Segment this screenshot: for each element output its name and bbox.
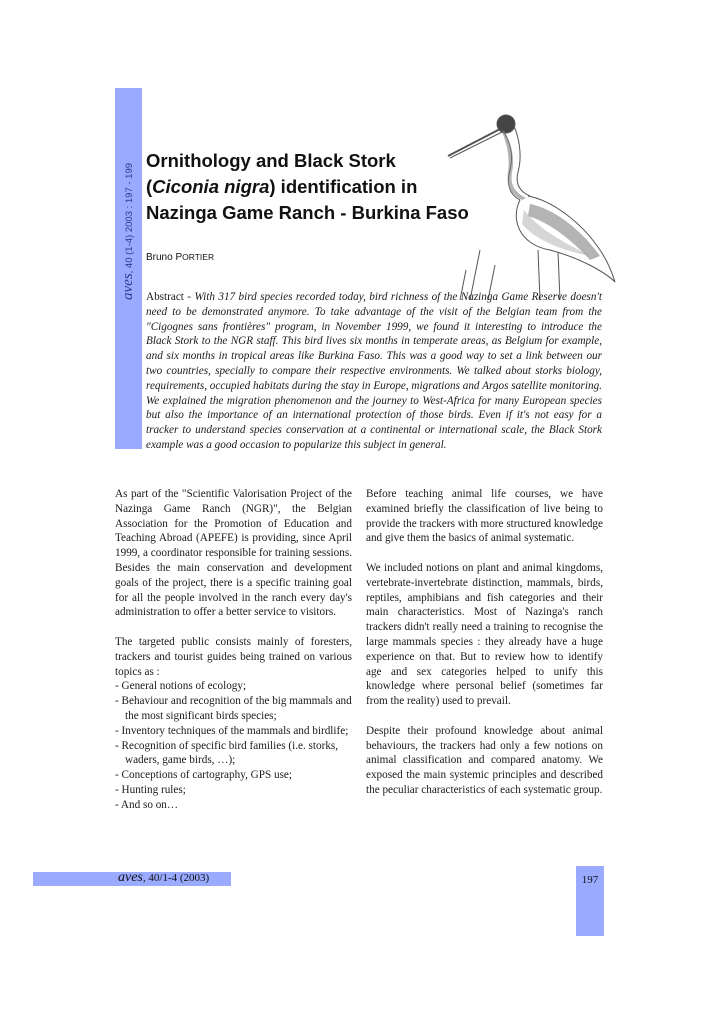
body-right-column: [366, 487, 603, 813]
footer-journal-logo: aves: [118, 870, 143, 885]
paragraph: We included notions on plant and animal kingdoms, vertebrate-invertebrate distinction, mammals, birds, reptiles, amphibians and fish categories and their main characteristics. Most of Nazinga's ranch trackers didn't really need a training to recognise the large mammals species : they already have a huge experience on that. But to review how to identify age and sex categories helped to unify this knowledge where personal belief (sometimes far from the reality) used to prevail.: [366, 561, 603, 708]
list-item: - Hunting rules;: [115, 783, 186, 796]
author-last-rest: ORTIER: [182, 252, 215, 262]
body-left-column: [115, 487, 352, 813]
topic-list: [115, 679, 352, 812]
abstract: [146, 290, 602, 453]
title-line-1: Ornithology and Black Stork: [146, 150, 396, 171]
abstract-text: With 317 bird species recorded today, bird richness of the Nazinga Game Reserve doesn't need to be demonstrated anymore. To take advantage of the visit of the Belgian team from the "Cigognes sans frontières" program, in November 1999, we found it interesting to introduce the Black Stork to the NGR staff. This bird lives six months in temperate areas, as Belgium for example, and six months in tropical areas like Burkina Faso. This was a good way to set a link between our two countries, specially to compare their respective environments. We talked about storks biology, requirements, occupied habitats during the stay in Europe, migrations and Argos satellite monitoring. We explained the migration phenomenon and the journey to West-Africa for many European species but also the importance of an international protection of those birds. Even if it's not easy for a tracker to understand species conservation at a continental or international scale, the Black Stork example was a good occasion to popularize this subject in general.: [146, 291, 602, 451]
sidebar-journal-logo: aves: [120, 273, 136, 300]
list-item: - Recognition of specific bird families (i.e. storks, waders, game birds, …);: [115, 739, 339, 767]
title-line-3: Nazinga Game Ranch - Burkina Faso: [146, 202, 469, 223]
footer-citation: [118, 870, 209, 886]
paragraph: The targeted public consists mainly of foresters, trackers and tourist guides being trained on various topics as :: [115, 635, 352, 678]
title-paren-close: ): [269, 176, 276, 197]
page-number: 197: [581, 874, 599, 886]
list-item: - Inventory techniques of the mammals and birdlife;: [115, 724, 349, 737]
author-first: Bruno: [146, 252, 176, 263]
title-scientific-name: Ciconia nigra: [152, 176, 270, 197]
article-title: [146, 148, 526, 226]
title-line-2: identification in: [275, 176, 418, 197]
sidebar-citation: [116, 0, 140, 300]
list-item: - Behaviour and recognition of the big mammals and the most significant birds species;: [115, 695, 352, 722]
paragraph: As part of the "Scientific Valorisation Project of the Nazinga Game Ranch (NGR)", the Belgian Association for the Promotion of Education and Teaching Abroad (APEFE) is providing, since April 1999, a coordinator responsible for training sessions. Besides the main conservation and development goals of the project, there is a specific training goal for all the people involved in the ranch every day's administration to offer a better service to visitors.: [115, 488, 352, 619]
author-name: [146, 252, 214, 263]
sidebar-citation-text: , 40 (1-4) 2003 : 197 - 199: [124, 162, 135, 274]
abstract-label: Abstract -: [146, 291, 195, 303]
paragraph: Before teaching animal life courses, we have examined briefly the classification of live being to provide the trackers with more structured knowledge and give them the basics of animal systematic.: [366, 488, 603, 545]
list-item: - And so on…: [115, 798, 179, 811]
paragraph: Despite their profound knowledge about animal behaviours, the trackers had only a few notions on animal classification and compared anatomy. We exposed the main systemic principles and described the peculiar characteristics of each systematic group.: [366, 724, 603, 796]
author-last-initial: P: [175, 252, 183, 263]
title-paren-open: (: [146, 176, 153, 197]
footer-citation-text: , 40/1-4 (2003): [142, 872, 210, 884]
list-item: - General notions of ecology;: [115, 680, 247, 693]
list-item: - Conceptions of cartography, GPS use;: [115, 769, 292, 782]
